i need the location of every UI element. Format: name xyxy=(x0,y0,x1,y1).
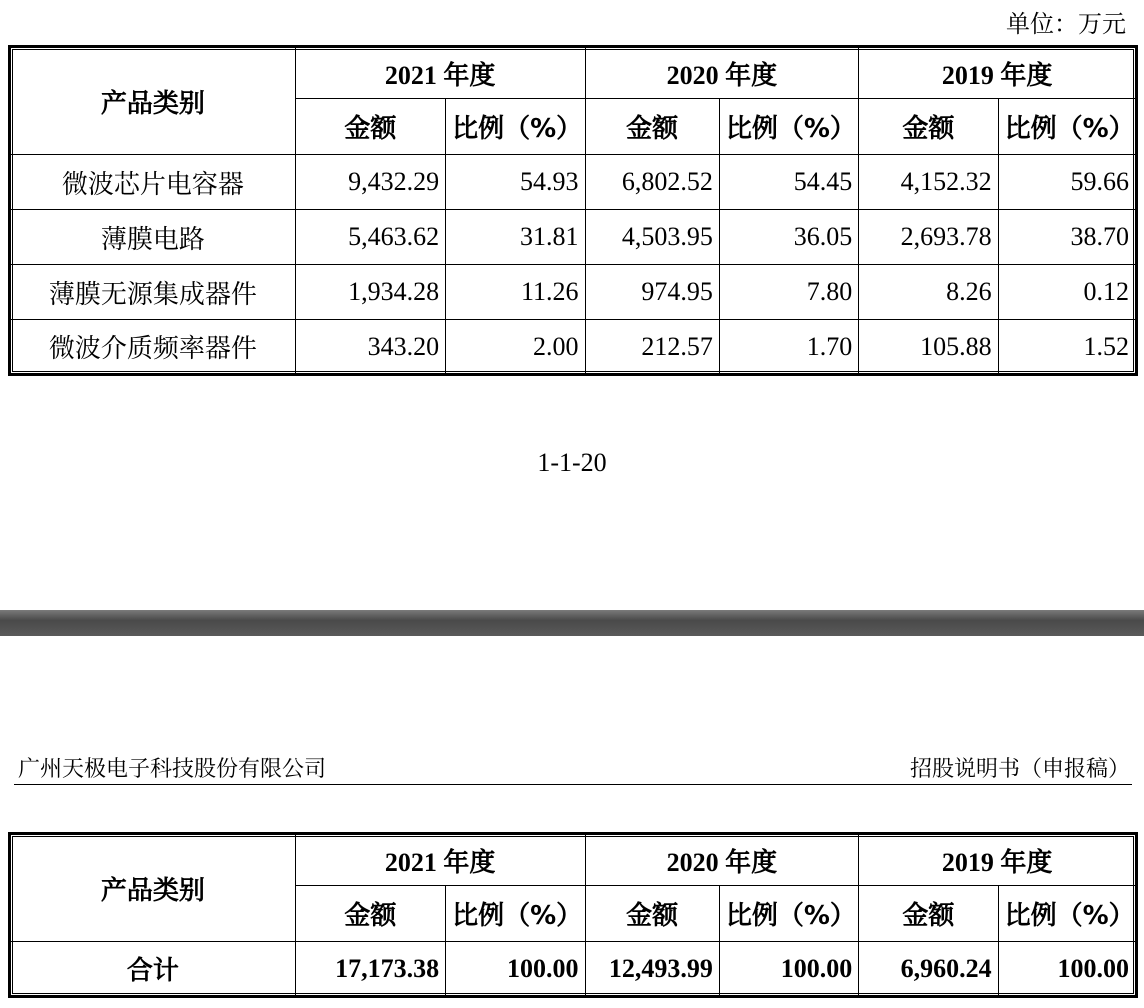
table-row xyxy=(10,320,1137,375)
header-rule xyxy=(14,784,1132,785)
header-ratio: 比例（%） xyxy=(998,99,1136,155)
header-amount: 金额 xyxy=(859,99,998,155)
page-divider xyxy=(0,610,1144,636)
cell-amount: 212.57 xyxy=(585,320,719,375)
row-total-label: 合计 xyxy=(10,942,296,997)
header-amount: 金额 xyxy=(585,99,719,155)
cell-amount: 2,693.78 xyxy=(859,210,998,265)
header-ratio: 比例（%） xyxy=(998,886,1136,942)
document-title: 招股说明书（申报稿） xyxy=(909,757,1130,782)
header-year-2021: 2021 年度 xyxy=(295,834,585,886)
cell-amount: 1,934.28 xyxy=(295,265,445,320)
cell-ratio: 7.80 xyxy=(719,265,858,320)
cell-ratio: 11.26 xyxy=(446,265,585,320)
cell-ratio: 54.45 xyxy=(719,155,858,210)
row-category: 微波芯片电容器 xyxy=(10,155,296,210)
table-row xyxy=(10,210,1137,265)
row-category: 薄膜电路 xyxy=(10,210,296,265)
header-year-2020: 2020 年度 xyxy=(585,47,859,99)
cell-amount: 9,432.29 xyxy=(295,155,445,210)
cell-amount: 4,152.32 xyxy=(859,155,998,210)
row-category: 薄膜无源集成器件 xyxy=(10,265,296,320)
cell-ratio: 59.66 xyxy=(998,155,1136,210)
header-amount: 金额 xyxy=(585,886,719,942)
cell-ratio: 38.70 xyxy=(998,210,1136,265)
table-row xyxy=(10,265,1137,320)
header-ratio: 比例（%） xyxy=(719,886,858,942)
cell-amount: 12,493.99 xyxy=(585,942,719,997)
header-amount: 金额 xyxy=(295,886,445,942)
header-year-2019: 2019 年度 xyxy=(859,834,1137,886)
cell-ratio: 54.93 xyxy=(446,155,585,210)
cell-ratio: 1.70 xyxy=(719,320,858,375)
product-revenue-table-continued xyxy=(8,832,1138,998)
cell-amount: 343.20 xyxy=(295,320,445,375)
header-amount: 金额 xyxy=(859,886,998,942)
cell-amount: 8.26 xyxy=(859,265,998,320)
cell-ratio: 100.00 xyxy=(998,942,1136,997)
cell-amount: 974.95 xyxy=(585,265,719,320)
header-ratio: 比例（%） xyxy=(719,99,858,155)
row-category: 微波介质频率器件 xyxy=(10,320,296,375)
page-number: 1-1-20 xyxy=(537,448,607,477)
header-year-2019: 2019 年度 xyxy=(859,47,1137,99)
cell-ratio: 31.81 xyxy=(446,210,585,265)
cell-amount: 105.88 xyxy=(859,320,998,375)
header-ratio: 比例（%） xyxy=(446,886,585,942)
table-row xyxy=(10,155,1137,210)
header-year-2020: 2020 年度 xyxy=(585,834,859,886)
header-category: 产品类别 xyxy=(10,834,296,942)
cell-ratio: 100.00 xyxy=(446,942,585,997)
header-ratio: 比例（%） xyxy=(446,99,585,155)
cell-amount: 17,173.38 xyxy=(295,942,445,997)
cell-amount: 4,503.95 xyxy=(585,210,719,265)
header-category: 产品类别 xyxy=(10,47,296,155)
cell-ratio: 0.12 xyxy=(998,265,1136,320)
cell-ratio: 100.00 xyxy=(719,942,858,997)
cell-amount: 6,802.52 xyxy=(585,155,719,210)
cell-ratio: 1.52 xyxy=(998,320,1136,375)
cell-ratio: 36.05 xyxy=(719,210,858,265)
company-name: 广州天极电子科技股份有限公司 xyxy=(18,757,327,782)
product-revenue-table xyxy=(8,45,1138,376)
header-year-2021: 2021 年度 xyxy=(295,47,585,99)
total-row xyxy=(10,942,1137,997)
header-amount: 金额 xyxy=(295,99,445,155)
cell-ratio: 2.00 xyxy=(446,320,585,375)
cell-amount: 6,960.24 xyxy=(859,942,998,997)
unit-label: 单位：万元 xyxy=(1006,10,1126,38)
cell-amount: 5,463.62 xyxy=(295,210,445,265)
